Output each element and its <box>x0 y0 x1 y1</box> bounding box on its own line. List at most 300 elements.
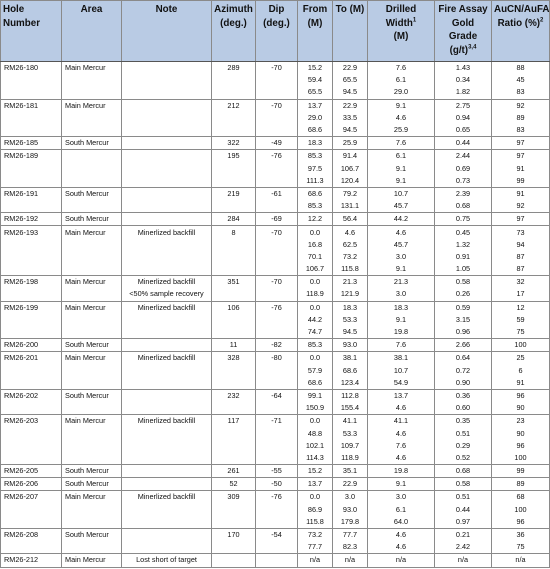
drilled-width-cell: 41.1 <box>368 415 435 428</box>
table-row <box>1 465 550 478</box>
hole-number-cell: RM26-189 <box>1 150 62 163</box>
table-row <box>1 478 550 491</box>
to-cell: 93.0 <box>333 504 368 516</box>
note-cell: Lost short of target <box>122 554 212 567</box>
from-cell: 13.7 <box>298 99 333 112</box>
table-row <box>1 314 550 326</box>
ratio-cell: 99 <box>492 465 550 478</box>
table-row <box>1 528 550 541</box>
from-cell: 12.2 <box>298 213 333 226</box>
area-cell <box>62 124 122 137</box>
from-cell: 0.0 <box>298 276 333 289</box>
area-cell <box>62 314 122 326</box>
ratio-cell: 92 <box>492 99 550 112</box>
from-cell: 86.9 <box>298 504 333 516</box>
to-cell: 65.5 <box>333 74 368 86</box>
to-cell: 38.1 <box>333 352 368 365</box>
hole-number-cell <box>1 365 62 377</box>
area-cell: Main Mercur <box>62 415 122 428</box>
dip-cell: -76 <box>256 491 298 504</box>
drilled-width-cell: 9.1 <box>368 163 435 175</box>
header-ratio <box>492 1 550 62</box>
table-row <box>1 365 550 377</box>
note-cell: Minerlized backfill <box>122 415 212 428</box>
from-cell: 70.1 <box>298 251 333 263</box>
header-to: To (M) <box>333 1 368 62</box>
dip-cell: -70 <box>256 226 298 239</box>
dip-cell <box>256 440 298 452</box>
hole-number-cell <box>1 200 62 213</box>
ratio-cell: 36 <box>492 528 550 541</box>
from-cell: 102.1 <box>298 440 333 452</box>
hole-number-cell <box>1 326 62 339</box>
table-row <box>1 326 550 339</box>
to-cell: 41.1 <box>333 415 368 428</box>
to-cell: 155.4 <box>333 402 368 415</box>
note-cell <box>122 251 212 263</box>
hole-number-cell <box>1 427 62 439</box>
table-row <box>1 213 550 226</box>
to-cell: 93.0 <box>333 339 368 352</box>
table-row <box>1 301 550 314</box>
area-cell <box>62 541 122 554</box>
dip-cell <box>256 314 298 326</box>
to-cell: 18.3 <box>333 301 368 314</box>
drilled-width-cell: 4.6 <box>368 427 435 439</box>
ratio-cell: 96 <box>492 440 550 452</box>
dip-cell <box>256 452 298 465</box>
header-drilled-width-footnote: 1 <box>412 17 417 24</box>
to-cell: 56.4 <box>333 213 368 226</box>
hole-number-cell <box>1 452 62 465</box>
to-cell: 94.5 <box>333 326 368 339</box>
dip-cell: -70 <box>256 276 298 289</box>
hole-number-cell: RM26-193 <box>1 226 62 239</box>
ratio-cell: 83 <box>492 124 550 137</box>
to-cell: 73.2 <box>333 251 368 263</box>
ratio-cell: n/a <box>492 554 550 567</box>
gold-grade-cell: 0.44 <box>435 504 492 516</box>
drilled-width-cell: 44.2 <box>368 213 435 226</box>
dip-cell <box>256 74 298 86</box>
from-cell: 0.0 <box>298 352 333 365</box>
table-row <box>1 200 550 213</box>
area-cell <box>62 239 122 251</box>
area-cell: Main Mercur <box>62 491 122 504</box>
note-cell: <50% sample recovery <box>122 288 212 301</box>
from-cell: 74.7 <box>298 326 333 339</box>
azimuth-cell <box>212 314 256 326</box>
drilled-width-cell: 9.1 <box>368 99 435 112</box>
to-cell: 33.5 <box>333 112 368 124</box>
azimuth-cell <box>212 554 256 567</box>
azimuth-cell <box>212 200 256 213</box>
ratio-cell: 99 <box>492 175 550 188</box>
drilled-width-cell: 7.6 <box>368 339 435 352</box>
azimuth-cell <box>212 124 256 137</box>
ratio-cell: 100 <box>492 504 550 516</box>
gold-grade-cell: n/a <box>435 554 492 567</box>
gold-grade-cell: 0.51 <box>435 491 492 504</box>
azimuth-cell: 232 <box>212 389 256 402</box>
area-cell: South Mercur <box>62 528 122 541</box>
drilled-width-cell: 4.6 <box>368 452 435 465</box>
table-row <box>1 163 550 175</box>
note-cell <box>122 478 212 491</box>
from-cell: 68.6 <box>298 187 333 200</box>
hole-number-cell: RM26-191 <box>1 187 62 200</box>
dip-cell: -69 <box>256 213 298 226</box>
gold-grade-cell: 1.32 <box>435 239 492 251</box>
area-cell: Main Mercur <box>62 226 122 239</box>
table-row <box>1 504 550 516</box>
dip-cell <box>256 86 298 99</box>
azimuth-cell <box>212 440 256 452</box>
gold-grade-cell: 0.65 <box>435 124 492 137</box>
to-cell: 3.0 <box>333 491 368 504</box>
to-cell: 118.9 <box>333 452 368 465</box>
gold-grade-cell: 0.69 <box>435 163 492 175</box>
to-cell: 35.1 <box>333 465 368 478</box>
area-cell: Main Mercur <box>62 62 122 75</box>
dip-cell <box>256 541 298 554</box>
note-cell <box>122 427 212 439</box>
area-cell <box>62 251 122 263</box>
gold-grade-cell: 0.91 <box>435 251 492 263</box>
note-cell <box>122 150 212 163</box>
gold-grade-cell: 2.42 <box>435 541 492 554</box>
gold-grade-cell: 0.35 <box>435 415 492 428</box>
dip-cell <box>256 124 298 137</box>
note-cell <box>122 124 212 137</box>
hole-number-cell: RM26-202 <box>1 389 62 402</box>
to-cell: 68.6 <box>333 365 368 377</box>
hole-number-cell: RM26-180 <box>1 62 62 75</box>
table-row <box>1 86 550 99</box>
note-cell: Minerlized backfill <box>122 301 212 314</box>
dip-cell: -82 <box>256 339 298 352</box>
dip-cell: -54 <box>256 528 298 541</box>
dip-cell: -55 <box>256 465 298 478</box>
from-cell: 118.9 <box>298 288 333 301</box>
drilled-width-cell: 7.6 <box>368 137 435 150</box>
drilled-width-cell: 4.6 <box>368 541 435 554</box>
ratio-cell: 75 <box>492 541 550 554</box>
ratio-cell: 68 <box>492 491 550 504</box>
ratio-cell: 96 <box>492 389 550 402</box>
area-cell: Main Mercur <box>62 99 122 112</box>
gold-grade-cell: 0.73 <box>435 175 492 188</box>
table-row <box>1 187 550 200</box>
dip-cell: -50 <box>256 478 298 491</box>
hole-number-cell <box>1 541 62 554</box>
note-cell <box>122 326 212 339</box>
gold-grade-cell: 2.66 <box>435 339 492 352</box>
drilled-width-cell: 29.0 <box>368 86 435 99</box>
drilled-width-cell: 6.1 <box>368 504 435 516</box>
area-cell: South Mercur <box>62 339 122 352</box>
hole-number-cell: RM26-205 <box>1 465 62 478</box>
azimuth-cell: 219 <box>212 187 256 200</box>
ratio-cell: 91 <box>492 377 550 390</box>
hole-number-cell: RM26-207 <box>1 491 62 504</box>
drilled-width-cell: 7.6 <box>368 62 435 75</box>
from-cell: 111.3 <box>298 175 333 188</box>
note-cell <box>122 99 212 112</box>
header-area: Area <box>62 1 122 62</box>
ratio-cell: 59 <box>492 314 550 326</box>
dip-cell <box>256 326 298 339</box>
ratio-cell: 17 <box>492 288 550 301</box>
area-cell: South Mercur <box>62 478 122 491</box>
from-cell: 85.3 <box>298 339 333 352</box>
hole-number-cell <box>1 163 62 175</box>
azimuth-cell: 11 <box>212 339 256 352</box>
to-cell: 131.1 <box>333 200 368 213</box>
hole-number-cell: RM26-208 <box>1 528 62 541</box>
to-cell: 21.3 <box>333 276 368 289</box>
azimuth-cell: 289 <box>212 62 256 75</box>
ratio-cell: 73 <box>492 226 550 239</box>
gold-grade-cell: 0.60 <box>435 402 492 415</box>
from-cell: 13.7 <box>298 478 333 491</box>
ratio-cell: 89 <box>492 112 550 124</box>
table-row <box>1 112 550 124</box>
azimuth-cell: 212 <box>212 99 256 112</box>
hole-number-cell <box>1 516 62 529</box>
dip-cell <box>256 200 298 213</box>
ratio-cell: 83 <box>492 86 550 99</box>
ratio-cell: 88 <box>492 62 550 75</box>
to-cell: 179.8 <box>333 516 368 529</box>
azimuth-cell <box>212 263 256 276</box>
table-row <box>1 440 550 452</box>
ratio-cell: 100 <box>492 339 550 352</box>
from-cell: 68.6 <box>298 124 333 137</box>
table-row <box>1 276 550 289</box>
area-cell <box>62 86 122 99</box>
gold-grade-cell: 0.21 <box>435 528 492 541</box>
azimuth-cell <box>212 175 256 188</box>
gold-grade-cell: 0.75 <box>435 213 492 226</box>
note-cell: Minerlized backfill <box>122 491 212 504</box>
drilled-width-cell: n/a <box>368 554 435 567</box>
hole-number-cell <box>1 377 62 390</box>
ratio-cell: 75 <box>492 326 550 339</box>
drilled-width-cell: 9.1 <box>368 263 435 276</box>
area-cell <box>62 516 122 529</box>
ratio-cell: 97 <box>492 150 550 163</box>
hole-number-cell: RM26-206 <box>1 478 62 491</box>
area-cell <box>62 504 122 516</box>
gold-grade-cell: 0.72 <box>435 365 492 377</box>
to-cell: 4.6 <box>333 226 368 239</box>
table-row <box>1 99 550 112</box>
area-cell <box>62 402 122 415</box>
area-cell <box>62 175 122 188</box>
header-ratio-label: AuCN/AuFA Ratio (%) <box>494 4 550 29</box>
drilled-width-cell: 21.3 <box>368 276 435 289</box>
note-cell <box>122 200 212 213</box>
header-ratio-footnote: 2 <box>540 17 544 24</box>
from-cell: 0.0 <box>298 415 333 428</box>
dip-cell: -76 <box>256 301 298 314</box>
ratio-cell: 97 <box>492 137 550 150</box>
dip-cell <box>256 377 298 390</box>
dip-cell: -64 <box>256 389 298 402</box>
note-cell <box>122 86 212 99</box>
drilled-width-cell: 4.6 <box>368 112 435 124</box>
area-cell <box>62 440 122 452</box>
gold-grade-cell: 1.05 <box>435 263 492 276</box>
to-cell: 91.4 <box>333 150 368 163</box>
dip-cell: -49 <box>256 137 298 150</box>
drilled-width-cell: 3.0 <box>368 251 435 263</box>
gold-grade-cell: 0.97 <box>435 516 492 529</box>
azimuth-cell: 52 <box>212 478 256 491</box>
note-cell: Minerlized backfill <box>122 226 212 239</box>
header-gold-grade-footnote: 3,4 <box>468 44 477 51</box>
table-row <box>1 226 550 239</box>
table-row <box>1 150 550 163</box>
area-cell: South Mercur <box>62 213 122 226</box>
gold-grade-cell: 3.15 <box>435 314 492 326</box>
azimuth-cell <box>212 365 256 377</box>
to-cell: 109.7 <box>333 440 368 452</box>
hole-number-cell <box>1 175 62 188</box>
to-cell: n/a <box>333 554 368 567</box>
from-cell: 48.8 <box>298 427 333 439</box>
gold-grade-cell: 0.52 <box>435 452 492 465</box>
area-cell: South Mercur <box>62 137 122 150</box>
drilled-width-cell: 3.0 <box>368 288 435 301</box>
note-cell <box>122 62 212 75</box>
azimuth-cell: 284 <box>212 213 256 226</box>
dip-cell <box>256 402 298 415</box>
gold-grade-cell: 2.44 <box>435 150 492 163</box>
hole-number-cell: RM26-201 <box>1 352 62 365</box>
drilled-width-cell: 13.7 <box>368 389 435 402</box>
drilled-width-cell: 54.9 <box>368 377 435 390</box>
area-cell <box>62 74 122 86</box>
drilled-width-cell: 45.7 <box>368 200 435 213</box>
azimuth-cell <box>212 112 256 124</box>
hole-number-cell <box>1 74 62 86</box>
to-cell: 94.5 <box>333 124 368 137</box>
drilled-width-cell: 4.6 <box>368 402 435 415</box>
area-cell: Main Mercur <box>62 301 122 314</box>
note-cell <box>122 187 212 200</box>
table-row <box>1 74 550 86</box>
dip-cell <box>256 365 298 377</box>
drilled-width-cell: 19.8 <box>368 326 435 339</box>
area-cell: Main Mercur <box>62 276 122 289</box>
header-from: From (M) <box>298 1 333 62</box>
azimuth-cell <box>212 74 256 86</box>
drilled-width-cell: 7.6 <box>368 440 435 452</box>
drilled-width-cell: 10.7 <box>368 187 435 200</box>
from-cell: 106.7 <box>298 263 333 276</box>
azimuth-cell: 195 <box>212 150 256 163</box>
dip-cell: -61 <box>256 187 298 200</box>
to-cell: 22.9 <box>333 99 368 112</box>
gold-grade-cell: 2.39 <box>435 187 492 200</box>
azimuth-cell <box>212 288 256 301</box>
from-cell: 59.4 <box>298 74 333 86</box>
drilled-width-cell: 45.7 <box>368 239 435 251</box>
dip-cell <box>256 263 298 276</box>
from-cell: 150.9 <box>298 402 333 415</box>
gold-grade-cell: 0.64 <box>435 352 492 365</box>
area-cell <box>62 163 122 175</box>
from-cell: 0.0 <box>298 491 333 504</box>
to-cell: 120.4 <box>333 175 368 188</box>
to-cell: 106.7 <box>333 163 368 175</box>
gold-grade-cell: 1.82 <box>435 86 492 99</box>
hole-number-cell <box>1 288 62 301</box>
drilled-width-cell: 64.0 <box>368 516 435 529</box>
to-cell: 77.7 <box>333 528 368 541</box>
azimuth-cell <box>212 163 256 175</box>
ratio-cell: 100 <box>492 452 550 465</box>
hole-number-cell: RM26-198 <box>1 276 62 289</box>
azimuth-cell <box>212 541 256 554</box>
area-cell <box>62 326 122 339</box>
hole-number-cell <box>1 440 62 452</box>
hole-number-cell <box>1 124 62 137</box>
to-cell: 82.3 <box>333 541 368 554</box>
drilled-width-cell: 4.6 <box>368 528 435 541</box>
header-gold-grade-label: Fire Assay Gold Grade (g/t) <box>438 4 488 56</box>
ratio-cell: 12 <box>492 301 550 314</box>
table-body <box>1 62 550 568</box>
header-hole-number: Hole Number <box>1 1 62 62</box>
area-cell <box>62 377 122 390</box>
table-row <box>1 389 550 402</box>
area-cell <box>62 427 122 439</box>
gold-grade-cell: 0.58 <box>435 478 492 491</box>
table-row <box>1 491 550 504</box>
table-row <box>1 137 550 150</box>
azimuth-cell: 117 <box>212 415 256 428</box>
note-cell <box>122 402 212 415</box>
from-cell: 16.8 <box>298 239 333 251</box>
ratio-cell: 92 <box>492 200 550 213</box>
hole-number-cell <box>1 402 62 415</box>
from-cell: 77.7 <box>298 541 333 554</box>
hole-number-cell <box>1 263 62 276</box>
note-cell <box>122 452 212 465</box>
ratio-cell: 91 <box>492 163 550 175</box>
azimuth-cell: 8 <box>212 226 256 239</box>
from-cell: 68.6 <box>298 377 333 390</box>
dip-cell <box>256 288 298 301</box>
area-cell: Main Mercur <box>62 554 122 567</box>
note-cell <box>122 213 212 226</box>
dip-cell: -80 <box>256 352 298 365</box>
note-cell <box>122 175 212 188</box>
table-row <box>1 427 550 439</box>
ratio-cell: 96 <box>492 516 550 529</box>
header-dip: Dip (deg.) <box>256 1 298 62</box>
ratio-cell: 94 <box>492 239 550 251</box>
gold-grade-cell: 2.75 <box>435 99 492 112</box>
header-drilled-width-unit: (M) <box>393 31 409 42</box>
table-row <box>1 62 550 75</box>
to-cell: 112.8 <box>333 389 368 402</box>
table-row <box>1 377 550 390</box>
hole-number-cell <box>1 86 62 99</box>
